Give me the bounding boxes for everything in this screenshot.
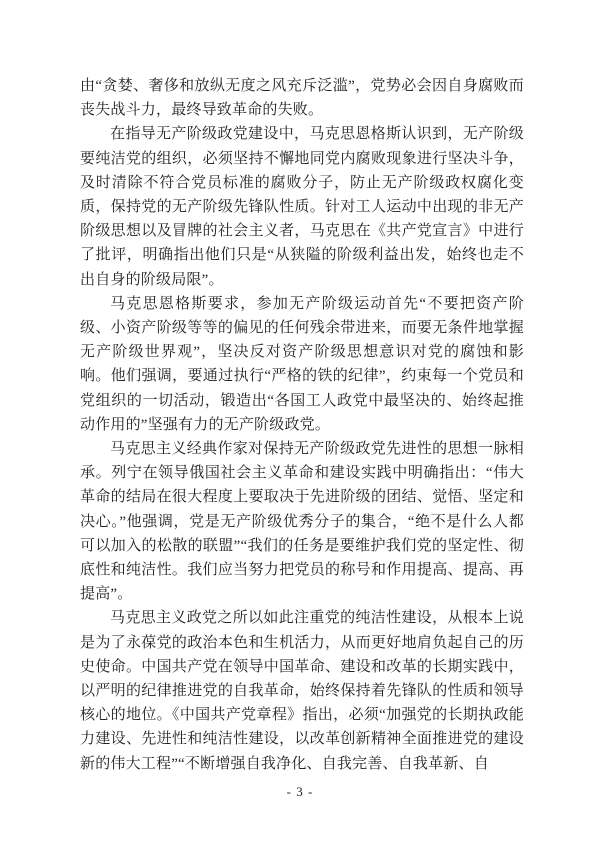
paragraph: 马克思主义经典作家对保持无产阶级政党先进性的思想一脉相承。列宁在领导俄国社会主义革命和建设实践中明确指出：“伟大革命的结局在很大程度上要取决于先进阶级的团结、觉悟、坚定和决心。”他强调，党是无产阶级优秀分子的集合，“绝不是什么人都可以加入的松散的联盟”“我们的任务是要维护我们党的坚定性、彻底性和纯洁性。我们应当努力把党员的称号和作用提高、提高、再提高”。: [80, 441, 524, 603]
document-body: [80, 74, 524, 776]
paragraph: 马克思主义政党之所以如此注重党的纯洁性建设，从根本上说是为了永葆党的政治本色和生机活力，从而更好地肩负起自己的历史使命。中国共产党在领导中国革命、建设和改革的长期实践中，以严明的纪律推进党的自我革命，始终保持着先锋队的性质和领导核心的地位。《中国共产党章程》指出，必须“加强党的长期执政能力建设、先进性和纯洁性建设，以改革创新精神全面推进党的建设新的伟大工程”“不断增强自我净化、自我完善、自我革新、自: [80, 610, 524, 772]
paragraph: 马克思恩格斯要求，参加无产阶级运动首先“不要把资产阶级、小资产阶级等等的偏见的任何残余带进来，而要无条件地掌握无产阶级世界观”，坚决反对资产阶级思想意识对党的腐蚀和影响。他们强调，要通过执行“严格的铁的纪律”，约束每一个党员和党组织的一切活动，锻造出“各国工人政党中最坚决的、始终起推动作用的”坚强有力的无产阶级政党。: [80, 295, 524, 433]
paragraph: 由“贪婪、奢侈和放纵无度之风充斥泛滥”，党势必会因自身腐败而丧失战斗力，最终导致革命的失败。: [80, 78, 524, 119]
page-footer: [0, 783, 600, 801]
page-number: - 3 -: [286, 784, 314, 799]
paragraph: 在指导无产阶级政党建设中，马克思恩格斯认识到，无产阶级要纯洁党的组织，必须坚持不懈地同党内腐败现象进行坚决斗争，及时清除不符合党员标准的腐败分子，防止无产阶级政权腐化变质，保持党的无产阶级先锋队性质。针对工人运动中出现的非无产阶级思想以及冒牌的社会主义者，马克思在《共产党宣言》中进行了批评，明确指出他们只是“从狭隘的阶级利益出发，始终也走不出自身的阶级局限”。: [80, 126, 524, 288]
